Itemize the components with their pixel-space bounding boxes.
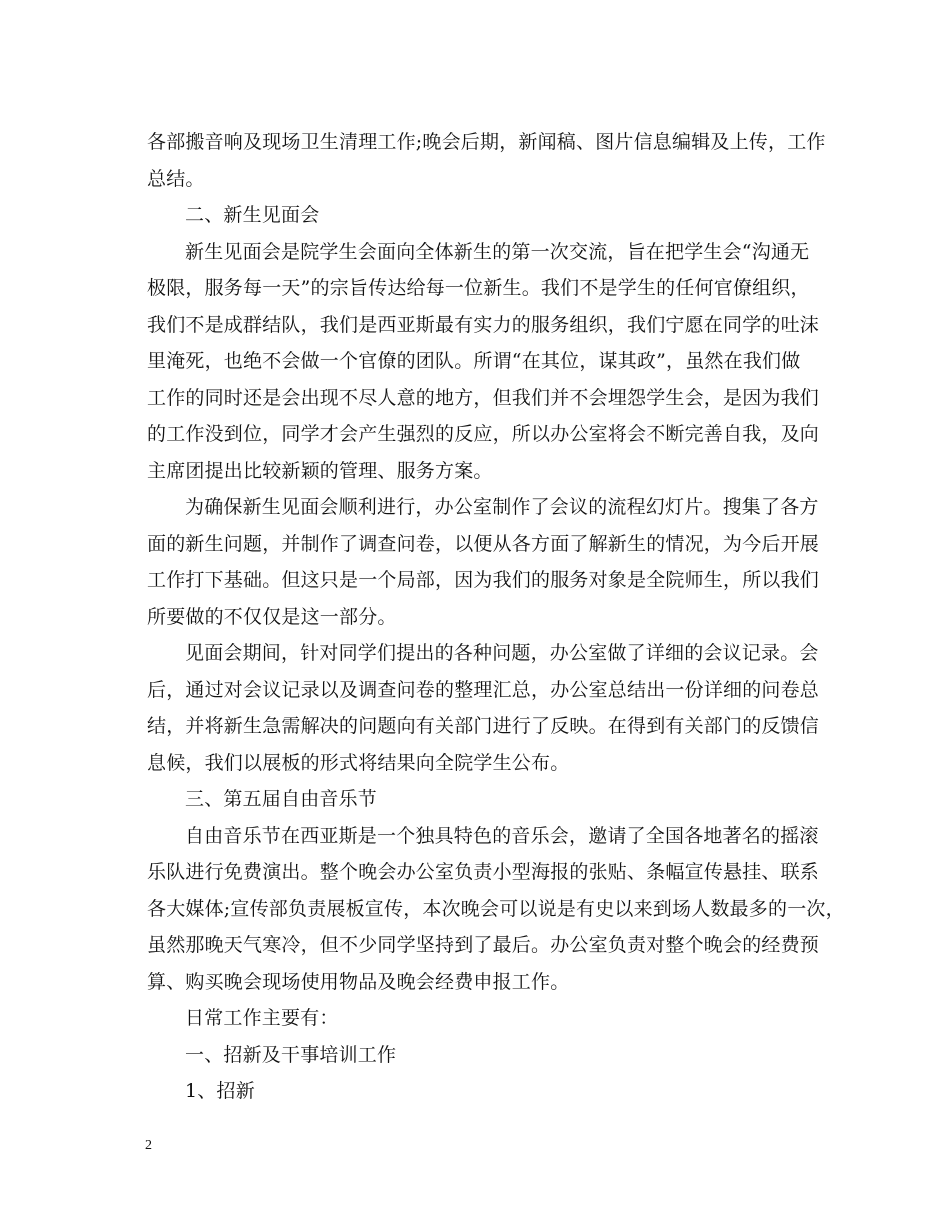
text-line: 工作打下基础。但这只是一个局部，因为我们的服务对象是全院师生，所以我们 (147, 569, 820, 591)
text-line: 面的新生问题，并制作了调查问卷，以便从各方面了解新生的情况，为今后开展 (147, 532, 820, 555)
text-line: 日常工作主要有： (185, 1007, 339, 1029)
text-line: 主席团提出比较新颖的管理、服务方案。 (147, 459, 493, 482)
text-line: 所要做的不仅仅是这一部分。 (147, 605, 397, 628)
text-line: 自由音乐节在西亚斯是一个独具特色的音乐会，邀请了全国各地著名的摇滚 (185, 824, 819, 847)
text-line: 虽然那晚天气寒冷，但不少同学坚持到了最后。办公室负责对整个晚会的经费预 (147, 934, 820, 956)
text-line: 二、新生见面会 (185, 204, 320, 226)
text-line: 后，通过对会议记录以及调查问卷的整理汇总，办公室总结出一份详细的问卷总 (147, 678, 820, 701)
text-line: 各大媒体;宣传部负责展板宣传，本次晚会可以说是有史以来到场人数最多的一次， (147, 897, 845, 920)
page-number: 2 (145, 1138, 152, 1153)
text-line: 极限，服务每一天”的宗旨传达给每一位新生。我们不是学生的任何官僚组织， (147, 277, 810, 299)
document-body (147, 124, 845, 1110)
text-line: 三、第五届自由音乐节 (185, 788, 378, 810)
text-line: 一、招新及干事培训工作 (185, 1043, 397, 1066)
text-line: 里淹死，也绝不会做一个官僚的团队。所谓“在其位，谋其政”，虽然在我们做 (147, 350, 801, 372)
text-line: 各部搬音响及现场卫生清理工作;晚会后期，新闻稿、图片信息编辑及上传，工作 (147, 131, 826, 153)
text-line: 乐队进行免费演出。整个晚会办公室负责小型海报的张贴、条幅宣传悬挂、联系 (147, 861, 820, 883)
text-line: 结，并将新生急需解决的问题向有关部门进行了反映。在得到有关部门的反馈信 (147, 715, 820, 737)
text-line: 息候，我们以展板的形式将结果向全院学生公布。 (147, 751, 570, 774)
text-line: 新生见面会是院学生会面向全体新生的第一次交流，旨在把学生会“沟通无 (185, 240, 810, 263)
text-line: 的工作没到位，同学才会产生强烈的反应，所以办公室将会不断完善自我，及向 (147, 423, 820, 445)
text-line: 1、招新 (185, 1080, 255, 1102)
text-line: 算、购买晚会现场使用物品及晚会经费申报工作。 (147, 970, 570, 993)
text-line: 为确保新生见面会顺利进行，办公室制作了会议的流程幻灯片。搜集了各方 (185, 496, 819, 518)
text-line: 我们不是成群结队，我们是西亚斯最有实力的服务组织，我们宁愿在同学的吐沫 (147, 313, 820, 336)
text-line: 见面会期间，针对同学们提出的各种问题，办公室做了详细的会议记录。会 (185, 642, 819, 664)
text-line: 工作的同时还是会出现不尽人意的地方，但我们并不会埋怨学生会，是因为我们 (147, 386, 820, 409)
text-line: 总结。 (147, 167, 205, 190)
